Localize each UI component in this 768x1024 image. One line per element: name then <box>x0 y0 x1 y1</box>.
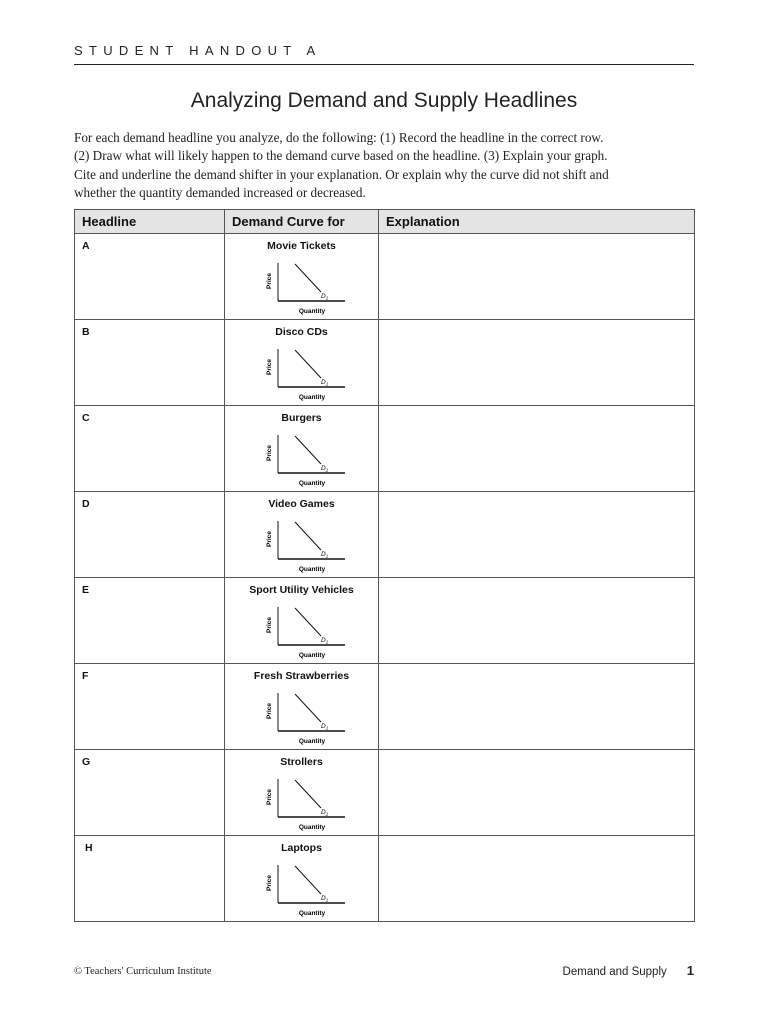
demand-curve-line <box>295 694 321 722</box>
table-row <box>75 664 695 750</box>
table-row <box>75 320 695 406</box>
curve-label-subscript: 1 <box>325 897 328 903</box>
product-name: Sport Utility Vehicles <box>249 584 354 596</box>
headline-cell[interactable] <box>75 234 225 320</box>
headlines-table <box>74 209 695 922</box>
x-axis-label: Quantity <box>298 394 325 401</box>
row-letter: G <box>82 756 91 768</box>
demand-curve-cell[interactable] <box>225 320 379 406</box>
row-letter: D <box>82 498 90 510</box>
table-header-row <box>75 210 695 234</box>
curve-label-letter: D <box>320 637 326 644</box>
row-letter: F <box>82 670 89 682</box>
curve-label <box>321 637 329 645</box>
demand-curve-cell[interactable] <box>225 406 379 492</box>
row-letter: A <box>82 240 90 252</box>
curve-label-letter: D <box>320 293 326 300</box>
product-name: Movie Tickets <box>267 240 336 252</box>
curve-label-subscript: 1 <box>325 811 328 817</box>
curve-label-letter: D <box>320 379 326 386</box>
x-axis-label: Quantity <box>298 910 325 917</box>
curve-label-subscript: 1 <box>325 381 328 387</box>
footer-copyright: © Teachers' Curriculum Institute <box>74 966 212 977</box>
table-row <box>75 492 695 578</box>
demand-curve-line <box>295 522 321 550</box>
headline-cell[interactable] <box>75 578 225 664</box>
instructions-line: For each demand headline you analyze, do the following: (1) Record the headline in the correct row. <box>74 130 604 145</box>
headline-cell[interactable] <box>75 664 225 750</box>
demand-curve-line <box>295 436 321 464</box>
curve-label <box>321 551 329 559</box>
explanation-cell[interactable] <box>379 320 695 406</box>
x-axis-label: Quantity <box>298 308 325 315</box>
demand-graph <box>252 429 352 491</box>
curve-label-subscript: 1 <box>325 639 328 645</box>
curve-label <box>321 465 329 473</box>
x-axis-label: Quantity <box>298 738 325 745</box>
curve-label-subscript: 1 <box>325 467 328 473</box>
curve-label-subscript: 1 <box>325 553 328 559</box>
product-name: Strollers <box>280 756 323 768</box>
explanation-cell[interactable] <box>379 406 695 492</box>
product-name: Disco CDs <box>275 326 328 338</box>
x-axis-label: Quantity <box>298 566 325 573</box>
row-letter: C <box>82 412 90 424</box>
x-axis-label: Quantity <box>298 652 325 659</box>
demand-curve-cell[interactable] <box>225 750 379 836</box>
demand-curve-line <box>295 608 321 636</box>
explanation-cell[interactable] <box>379 836 695 922</box>
footer-section-title: Demand and Supply <box>562 966 667 978</box>
header-rule <box>74 64 694 65</box>
page-number: 1 <box>686 963 694 978</box>
demand-curve-cell[interactable] <box>225 234 379 320</box>
headline-cell[interactable] <box>75 750 225 836</box>
table-row <box>75 836 695 922</box>
instructions-line: whether the quantity demanded increased or decreased. <box>74 184 366 200</box>
product-name: Laptops <box>281 842 322 854</box>
product-name: Fresh Strawberries <box>253 670 350 682</box>
demand-curve-line <box>295 264 321 292</box>
explanation-cell[interactable] <box>379 664 695 750</box>
header-explanation: Explanation <box>379 210 695 234</box>
demand-graph <box>252 601 352 663</box>
instructions-line: (2) Draw what will likely happen to the demand curve based on the headline. (3) Explain your graph. <box>74 148 608 164</box>
demand-curve-cell[interactable] <box>225 578 379 664</box>
curve-label <box>321 895 329 903</box>
y-axis-label: Price <box>265 703 273 719</box>
header-headline: Headline <box>75 210 225 234</box>
row-letter: E <box>82 584 90 596</box>
curve-label <box>321 809 329 817</box>
demand-graph <box>252 773 352 835</box>
curve-label <box>321 293 329 301</box>
demand-graph <box>252 343 352 405</box>
handout-label: STUDENT HANDOUT A <box>74 43 322 58</box>
demand-graph <box>252 687 352 749</box>
table-row <box>75 406 695 492</box>
explanation-cell[interactable] <box>379 234 695 320</box>
explanation-cell[interactable] <box>379 492 695 578</box>
demand-curve-line <box>295 350 321 378</box>
page-title: Analyzing Demand and Supply Headlines <box>190 89 578 112</box>
product-name: Burgers <box>281 412 322 424</box>
table-row <box>75 578 695 664</box>
curve-label <box>321 723 329 731</box>
curve-label-subscript: 1 <box>325 295 328 301</box>
y-axis-label: Price <box>265 875 273 891</box>
table-row <box>75 750 695 836</box>
row-letter: H <box>85 842 93 854</box>
curve-label-letter: D <box>320 723 326 730</box>
product-name: Video Games <box>268 498 335 510</box>
x-axis-label: Quantity <box>298 824 325 831</box>
demand-curve-line <box>295 780 321 808</box>
curve-label <box>321 379 329 387</box>
y-axis-label: Price <box>265 445 273 461</box>
demand-graph <box>252 257 352 319</box>
curve-label-letter: D <box>320 551 326 558</box>
curve-label-letter: D <box>320 895 326 902</box>
explanation-cell[interactable] <box>379 578 695 664</box>
headline-cell[interactable] <box>75 406 225 492</box>
headline-cell[interactable] <box>75 492 225 578</box>
y-axis-label: Price <box>265 531 273 547</box>
instructions <box>74 129 704 202</box>
explanation-cell[interactable] <box>379 750 695 836</box>
demand-graph <box>252 859 352 921</box>
headline-cell[interactable] <box>75 836 225 922</box>
row-letter: B <box>82 326 90 338</box>
y-axis-label: Price <box>265 789 273 805</box>
demand-curve-cell[interactable] <box>225 664 379 750</box>
footer-section <box>563 963 694 978</box>
curve-label-letter: D <box>320 465 326 472</box>
header-demand-curve: Demand Curve for <box>225 210 379 234</box>
demand-curve-line <box>295 866 321 894</box>
curve-label-letter: D <box>320 809 326 816</box>
demand-curve-cell[interactable] <box>225 492 379 578</box>
y-axis-label: Price <box>265 359 273 375</box>
table-row <box>75 234 695 320</box>
curve-label-subscript: 1 <box>325 725 328 731</box>
y-axis-label: Price <box>265 273 273 289</box>
demand-curve-cell[interactable] <box>225 836 379 922</box>
x-axis-label: Quantity <box>298 480 325 487</box>
demand-graph <box>252 515 352 577</box>
headline-cell[interactable] <box>75 320 225 406</box>
y-axis-label: Price <box>265 617 273 633</box>
instructions-line: Cite and underline the demand shifter in your explanation. Or explain why the curve did not shift and <box>74 166 609 182</box>
